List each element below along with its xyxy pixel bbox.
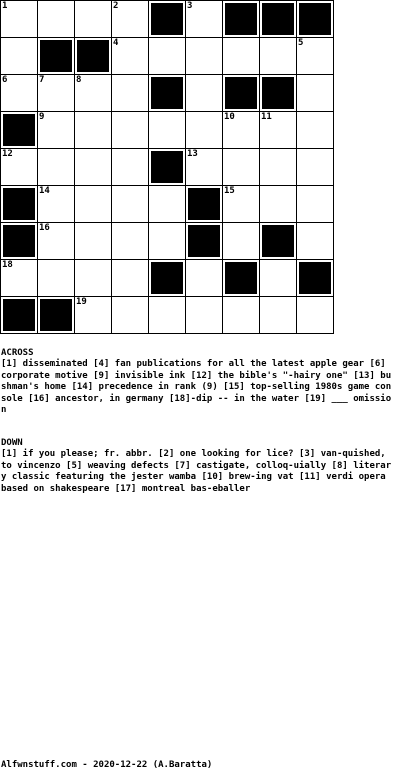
across-clue-text: [1] disseminated [4] fan publications for all the latest apple gear [6] corporate motive [9] invisible ink [12] the bible's "-hairy one" [13] bushman's home [14] precedence in rank (9) [15] top-selling 1980s game console [16] ancestor, in germany [18]-dip -- in the water [19] ___ omission [1, 359, 392, 416]
grid-cell[interactable] [149, 186, 186, 223]
black-square [149, 260, 186, 297]
black-square [186, 223, 223, 260]
grid-cell[interactable] [112, 1, 149, 38]
grid-cell[interactable] [223, 149, 260, 186]
grid-cell[interactable] [1, 38, 38, 75]
black-square [1, 112, 38, 149]
grid-cell[interactable] [38, 186, 75, 223]
grid-cell[interactable] [75, 75, 112, 112]
grid-cell[interactable] [112, 112, 149, 149]
black-square [149, 1, 186, 38]
footer-credit: Alfwnstuff.com - 2020-12-22 (A.Baratta) [1, 760, 213, 770]
black-square [223, 260, 260, 297]
grid-cell[interactable] [149, 38, 186, 75]
grid-cell[interactable] [38, 75, 75, 112]
grid-cell[interactable] [38, 1, 75, 38]
clue-number: 2 [113, 1, 119, 11]
grid-cell[interactable] [297, 38, 334, 75]
grid-cell[interactable] [75, 260, 112, 297]
grid-cell[interactable] [186, 1, 223, 38]
black-square [1, 297, 38, 334]
clue-number: 4 [113, 38, 119, 48]
grid-cell[interactable] [75, 223, 112, 260]
clue-number: 6 [2, 75, 8, 85]
crossword-grid [0, 0, 334, 334]
grid-cell[interactable] [38, 260, 75, 297]
grid-cell[interactable] [112, 149, 149, 186]
grid-cell[interactable] [297, 223, 334, 260]
grid-cell[interactable] [75, 186, 112, 223]
grid-cell[interactable] [223, 223, 260, 260]
grid-cell[interactable] [186, 149, 223, 186]
black-square [75, 38, 112, 75]
black-square [38, 38, 75, 75]
grid-cell[interactable] [297, 112, 334, 149]
black-square [297, 1, 334, 38]
grid-cell[interactable] [186, 38, 223, 75]
across-clues [1, 348, 393, 416]
grid-cell[interactable] [297, 186, 334, 223]
grid-cell[interactable] [112, 297, 149, 334]
grid-cell[interactable] [186, 297, 223, 334]
grid-cell[interactable] [112, 75, 149, 112]
black-square [149, 75, 186, 112]
black-square [38, 297, 75, 334]
grid-cell[interactable] [223, 297, 260, 334]
black-square [260, 223, 297, 260]
grid-cell[interactable] [186, 260, 223, 297]
grid-cell[interactable] [1, 260, 38, 297]
down-clues [1, 438, 393, 495]
black-square [223, 1, 260, 38]
grid-cell[interactable] [297, 297, 334, 334]
clue-number: 9 [39, 112, 45, 122]
clue-number: 14 [39, 186, 50, 196]
grid-cell[interactable] [260, 260, 297, 297]
black-square [186, 186, 223, 223]
grid-cell[interactable] [75, 112, 112, 149]
black-square [1, 186, 38, 223]
grid-cell[interactable] [1, 75, 38, 112]
down-heading: DOWN [1, 438, 23, 448]
across-heading: ACROSS [1, 348, 34, 358]
black-square [223, 75, 260, 112]
black-square [149, 149, 186, 186]
grid-cell[interactable] [1, 149, 38, 186]
grid-cell[interactable] [186, 75, 223, 112]
grid-cell[interactable] [1, 1, 38, 38]
black-square [260, 1, 297, 38]
grid-cell[interactable] [112, 223, 149, 260]
clue-number: 12 [2, 149, 13, 159]
clue-number: 1 [2, 1, 8, 11]
black-square [1, 223, 38, 260]
grid-cell[interactable] [223, 38, 260, 75]
grid-cell[interactable] [75, 149, 112, 186]
grid-cell[interactable] [223, 186, 260, 223]
grid-cell[interactable] [260, 112, 297, 149]
clue-number: 3 [187, 1, 193, 11]
grid-cell[interactable] [260, 297, 297, 334]
clue-number: 11 [261, 112, 272, 122]
grid-cell[interactable] [260, 149, 297, 186]
clue-number: 10 [224, 112, 235, 122]
grid-cell[interactable] [38, 149, 75, 186]
grid-cell[interactable] [112, 260, 149, 297]
grid-cell[interactable] [186, 112, 223, 149]
grid-cell[interactable] [260, 186, 297, 223]
grid-cell[interactable] [297, 75, 334, 112]
grid-cell[interactable] [75, 1, 112, 38]
grid-cell[interactable] [112, 186, 149, 223]
clue-number: 16 [39, 223, 50, 233]
grid-cell[interactable] [149, 112, 186, 149]
grid-cell[interactable] [112, 38, 149, 75]
clue-number: 8 [76, 75, 82, 85]
grid-cell[interactable] [38, 223, 75, 260]
down-clue-text: [1] if you please; fr. abbr. [2] one looking for lice? [3] van-quished, to vincenzo [5] weaving defects [7] castigate, colloq-uially [8] literary classic featuring the jester wamba [10] brew-ing vat [11] verdi opera based on shakespeare [17] montreal bas-eballer [1, 449, 392, 494]
clue-number: 18 [2, 260, 13, 270]
clue-number: 13 [187, 149, 198, 159]
clue-number: 15 [224, 186, 235, 196]
grid-cell[interactable] [260, 38, 297, 75]
clue-number: 5 [298, 38, 304, 48]
grid-cell[interactable] [149, 223, 186, 260]
black-square [297, 260, 334, 297]
black-square [260, 75, 297, 112]
grid-cell[interactable] [223, 112, 260, 149]
clue-number: 7 [39, 75, 45, 85]
grid-cell[interactable] [149, 297, 186, 334]
clue-number: 19 [76, 297, 87, 307]
grid-cell[interactable] [75, 297, 112, 334]
grid-cell[interactable] [297, 149, 334, 186]
grid-cell[interactable] [38, 112, 75, 149]
